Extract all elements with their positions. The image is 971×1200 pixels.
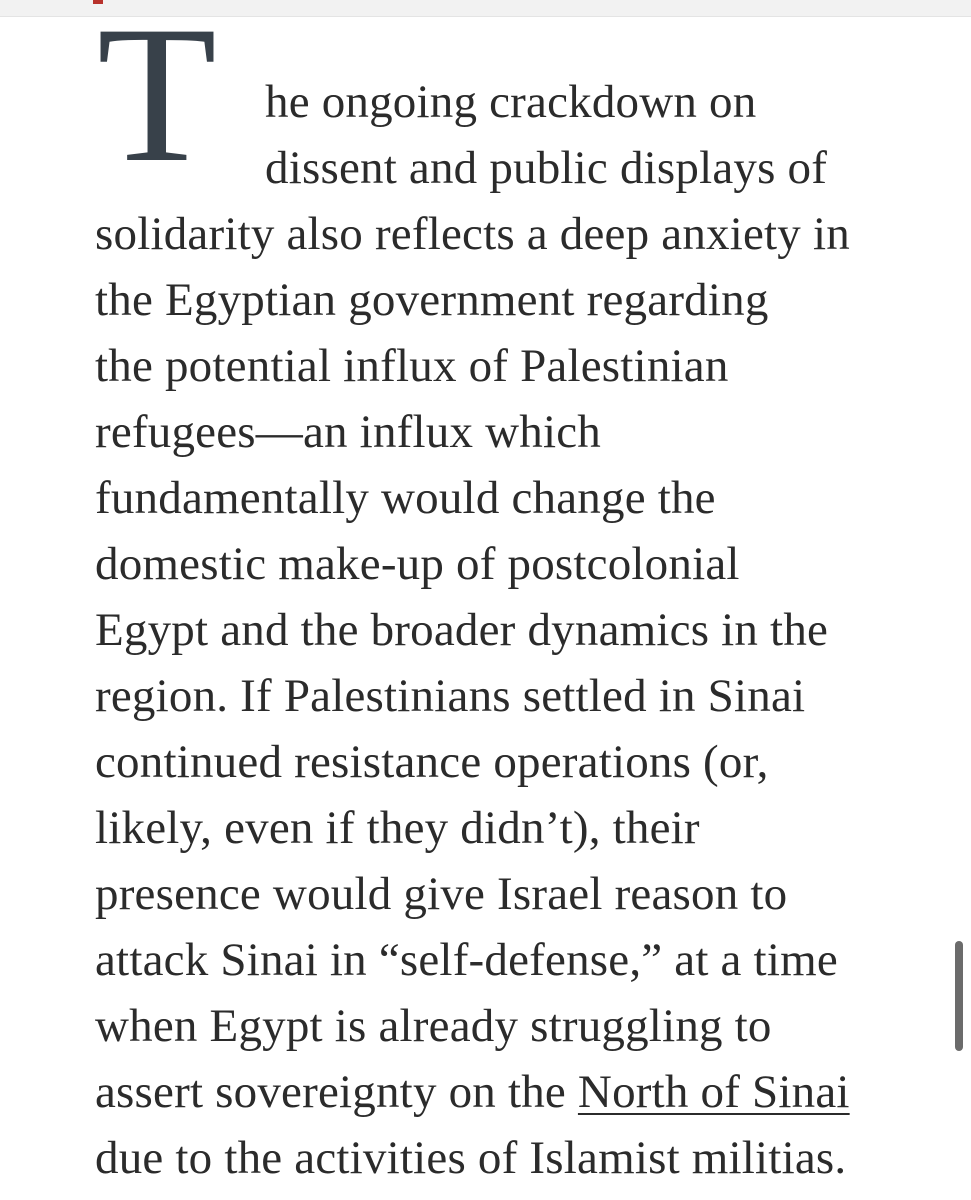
- paragraph-line: fundamentally would change the: [95, 472, 716, 524]
- paragraph-line: he ongoing crackdown on: [265, 76, 757, 128]
- paragraph-line: continued resistance operations (or,: [95, 736, 769, 788]
- top-toolbar: [0, 0, 971, 17]
- paragraph-line: attack Sinai in “self-defense,” at a time: [95, 934, 838, 986]
- drop-cap: T: [97, 20, 217, 170]
- paragraph-line: when Egypt is already struggling to: [95, 1000, 772, 1052]
- paragraph-line: likely, even if they didn’t), their: [95, 802, 700, 854]
- section-accent-mark: [93, 0, 103, 4]
- paragraph-line: dissent and public displays of: [265, 142, 828, 194]
- paragraph-line-with-link: [95, 1060, 850, 1124]
- paragraph-line: the potential influx of Palestinian: [95, 340, 729, 392]
- paragraph-line: Egypt and the broader dynamics in the: [95, 604, 829, 656]
- paragraph-line: solidarity also reflects a deep anxiety in: [95, 208, 850, 260]
- paragraph-text: assert sovereignty on the: [95, 1066, 578, 1118]
- vertical-scrollbar[interactable]: [955, 941, 963, 1051]
- north-of-sinai-link[interactable]: North of Sinai: [577, 1066, 850, 1118]
- paragraph-line: the Egyptian government regarding: [95, 274, 769, 326]
- paragraph-line: presence would give Israel reason to: [95, 868, 788, 920]
- paragraph-line: region. If Palestinians settled in Sinai: [95, 670, 806, 722]
- paragraph-line: domestic make-up of postcolonial: [95, 538, 740, 590]
- paragraph-line: refugees—an influx which: [95, 406, 601, 458]
- paragraph-line: due to the activities of Islamist militias.: [95, 1132, 847, 1184]
